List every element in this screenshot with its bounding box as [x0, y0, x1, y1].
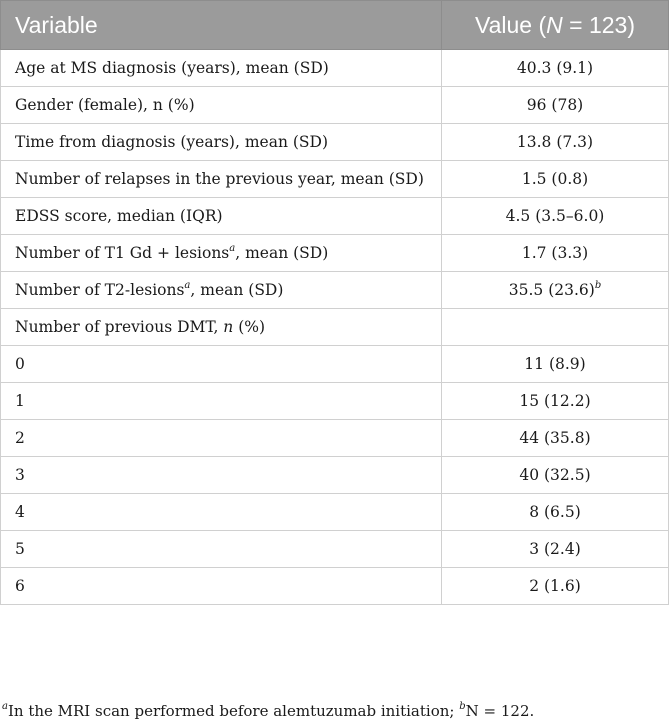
row-label-dmt-0: 0 — [1, 346, 442, 383]
table-row — [1, 531, 669, 568]
row-label-dmt-post: (%) — [233, 318, 266, 336]
table-row — [1, 87, 669, 124]
table-row — [1, 346, 669, 383]
header-row — [1, 1, 669, 50]
row-value-dmt-6: 2 (1.6) — [442, 568, 669, 605]
row-label-dmt-pre: Number of previous DMT, — [15, 318, 224, 336]
table-row — [1, 457, 669, 494]
row-label-t2-post: , mean (SD) — [190, 281, 284, 299]
table-row — [1, 383, 669, 420]
row-label-edss: EDSS score, median (IQR) — [1, 198, 442, 235]
table-footnote — [2, 702, 534, 720]
row-label-t1-post: , mean (SD) — [235, 244, 329, 262]
row-value-time-from-diagnosis: 13.8 (7.3) — [442, 124, 669, 161]
row-label-t2-pre: Number of T2-lesions — [15, 281, 185, 299]
row-label-age: Age at MS diagnosis (years), mean (SD) — [1, 50, 442, 87]
row-label-previous-dmt — [1, 309, 442, 346]
row-value-edss: 4.5 (3.5–6.0) — [442, 198, 669, 235]
table-row — [1, 124, 669, 161]
row-value-age: 40.3 (9.1) — [442, 50, 669, 87]
row-label-time-from-diagnosis: Time from diagnosis (years), mean (SD) — [1, 124, 442, 161]
footnote-text-a: In the MRI scan performed before alemtuzumab initiation; — [7, 702, 460, 720]
header-value-n: N — [546, 11, 563, 38]
table-row — [1, 161, 669, 198]
footnote-marker-b: b — [594, 279, 602, 291]
row-value-gender: 96 (78) — [442, 87, 669, 124]
row-value-relapses: 1.5 (0.8) — [442, 161, 669, 198]
row-label-relapses: Number of relapses in the previous year, mean (SD) — [1, 161, 442, 198]
row-value-previous-dmt — [442, 309, 669, 346]
footnote-marker-a: a — [229, 242, 236, 254]
row-label-gender: Gender (female), n (%) — [1, 87, 442, 124]
row-label-t1-lesions — [1, 235, 442, 272]
table-row — [1, 420, 669, 457]
row-label-t2-lesions — [1, 272, 442, 309]
row-value-t2-text: 35.5 (23.6) — [508, 281, 595, 299]
row-label-dmt-n: n — [223, 318, 234, 336]
row-label-t1-pre: Number of T1 Gd + lesions — [15, 244, 230, 262]
row-value-dmt-5: 3 (2.4) — [442, 531, 669, 568]
footnote-mark-a: a — [2, 701, 8, 712]
row-label-dmt-2: 2 — [1, 420, 442, 457]
table-row — [1, 272, 669, 309]
table-body — [1, 50, 669, 605]
row-value-dmt-3: 40 (32.5) — [442, 457, 669, 494]
row-value-t2-lesions — [442, 272, 669, 309]
table-header — [1, 1, 669, 50]
table-row — [1, 50, 669, 87]
row-label-dmt-3: 3 — [1, 457, 442, 494]
header-value — [442, 1, 669, 50]
table-row — [1, 309, 669, 346]
header-value-prefix: Value ( — [474, 11, 547, 38]
header-variable: Variable — [1, 1, 442, 50]
row-value-dmt-1: 15 (12.2) — [442, 383, 669, 420]
table-row — [1, 235, 669, 272]
row-label-dmt-4: 4 — [1, 494, 442, 531]
row-value-dmt-4: 8 (6.5) — [442, 494, 669, 531]
footnote-mark-b: b — [459, 701, 466, 712]
footnote-text-b: N = 122. — [465, 702, 535, 720]
footnote-marker-a: a — [184, 279, 191, 291]
table-row — [1, 494, 669, 531]
table-row — [1, 568, 669, 605]
row-value-t1-lesions: 1.7 (3.3) — [442, 235, 669, 272]
header-value-suffix: = 123) — [562, 11, 636, 38]
row-label-dmt-1: 1 — [1, 383, 442, 420]
table-row — [1, 198, 669, 235]
row-value-dmt-2: 44 (35.8) — [442, 420, 669, 457]
row-label-dmt-5: 5 — [1, 531, 442, 568]
row-label-dmt-6: 6 — [1, 568, 442, 605]
row-value-dmt-0: 11 (8.9) — [442, 346, 669, 383]
